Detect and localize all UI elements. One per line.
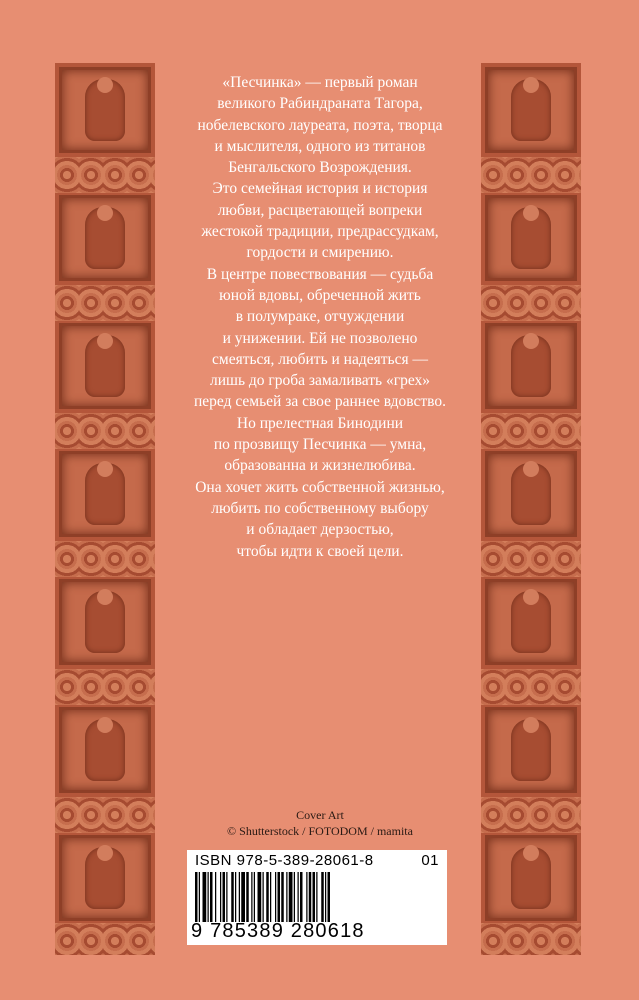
barcode-bar (316, 872, 317, 922)
barcode-bar (239, 872, 240, 922)
barcode-bar (263, 872, 264, 922)
barcode-bar (195, 872, 198, 922)
barcode-bar (203, 872, 207, 922)
carved-panel (485, 195, 577, 281)
carved-panel (59, 451, 151, 537)
blurb-line: любить по собственному выбору (211, 499, 429, 517)
barcode-bars (195, 872, 439, 922)
blurb-line: нобелевского лауреата, поэта, творца (197, 116, 443, 134)
carved-band (481, 923, 581, 955)
book-blurb (170, 72, 470, 562)
barcode-bar (258, 872, 262, 922)
barcode-bar (300, 872, 303, 922)
isbn-barcode (187, 850, 447, 945)
left-terracotta-column (55, 63, 155, 955)
barcode-bar (306, 872, 307, 922)
blurb-line: в полумраке, отчуждении (235, 308, 405, 326)
blurb-line: Но прелестная Бинодини (236, 414, 404, 432)
barcode-bar (199, 872, 200, 922)
blurb-line: и унижении. Ей не позволено (222, 329, 418, 347)
carved-panel (59, 579, 151, 665)
carved-panel (485, 451, 577, 537)
blurb-line: и мыслителя, одного из титанов (214, 137, 426, 155)
barcode-bar (251, 872, 252, 922)
carved-panel (485, 579, 577, 665)
blurb-line: образованна и жизнелюбива. (224, 457, 416, 475)
barcode-bar (289, 872, 293, 922)
barcode-bar (246, 872, 249, 922)
isbn-addon: 01 (421, 852, 439, 869)
barcode-bar (328, 872, 331, 922)
blurb-line: жестокой традиции, предрассудкам, (201, 223, 439, 241)
cover-art-credit: © Shutterstock / FOTODOM / mamita (227, 824, 413, 838)
barcode-bar (270, 872, 271, 922)
barcode-bar (275, 872, 276, 922)
barcode-bar (241, 872, 245, 922)
barcode-bar (321, 872, 324, 922)
barcode-bar (298, 872, 299, 922)
barcode-bar (294, 872, 295, 922)
barcode-bar (286, 872, 287, 922)
carved-band (481, 285, 581, 321)
blurb-line: по прозвищу Песчинка — умна, (213, 436, 427, 454)
blurb-line: Это семейная история и история (212, 180, 428, 198)
barcode-bar (278, 872, 281, 922)
carved-band (481, 157, 581, 193)
barcode-bar (208, 872, 209, 922)
carved-band (481, 669, 581, 705)
barcode-bar (254, 872, 255, 922)
carved-panel (59, 67, 151, 153)
carved-band (55, 157, 155, 193)
blurb-line: и обладает дерзостью, (246, 521, 394, 539)
carved-panel (485, 707, 577, 793)
carved-band (55, 923, 155, 955)
barcode-bar (325, 872, 326, 922)
barcode-bar (309, 872, 312, 922)
carved-panel (59, 835, 151, 921)
barcode-bar (266, 872, 269, 922)
carved-panel (59, 195, 151, 281)
carved-band (55, 413, 155, 449)
carved-panel (485, 67, 577, 153)
barcode-digits: 9 785389 280618 (191, 920, 365, 942)
barcode-bar (231, 872, 234, 922)
blurb-line: любви, расцветающей вопреки (217, 201, 423, 219)
isbn-line (187, 852, 447, 869)
right-terracotta-column (481, 63, 581, 955)
blurb-line: Она хочет жить собственной жизнью, (195, 478, 445, 496)
blurb-line: лишь до гроба замаливать «грех» (209, 372, 430, 390)
blurb-line: смеяться, любить и надеяться — (212, 350, 428, 368)
carved-band (55, 669, 155, 705)
carved-panel (485, 835, 577, 921)
carved-band (481, 413, 581, 449)
blurb-line: чтобы идти к своей цели. (236, 542, 404, 560)
blurb-line: В центре повествования — судьба (206, 265, 434, 283)
barcode-bar (220, 872, 221, 922)
blurb-line: юной вдовы, обреченной жить (219, 286, 421, 304)
barcode-bar (223, 872, 226, 922)
blurb-line: «Песчинка» — первый роман (222, 74, 418, 91)
carved-band (481, 541, 581, 577)
cover-art-label: Cover Art (296, 808, 344, 822)
carved-band (55, 285, 155, 321)
blurb-line: Бенгальского Возрождения. (228, 159, 412, 177)
carved-band (55, 541, 155, 577)
carved-band (481, 797, 581, 833)
blurb-line: великого Рабиндраната Тагора, (217, 95, 423, 113)
blurb-line: перед семьей за свое раннее вдовство. (193, 393, 447, 411)
isbn-number: ISBN 978-5-389-28061-8 (195, 852, 374, 869)
barcode-bar (281, 872, 284, 922)
barcode-bar (210, 872, 213, 922)
barcode-bar (215, 872, 216, 922)
blurb-line: гордости и смирению. (246, 244, 394, 262)
carved-panel (59, 323, 151, 409)
carved-panel (485, 323, 577, 409)
barcode-bar (235, 872, 236, 922)
carved-panel (59, 707, 151, 793)
barcode-bar (226, 872, 227, 922)
barcode-bar (313, 872, 316, 922)
carved-band (55, 797, 155, 833)
